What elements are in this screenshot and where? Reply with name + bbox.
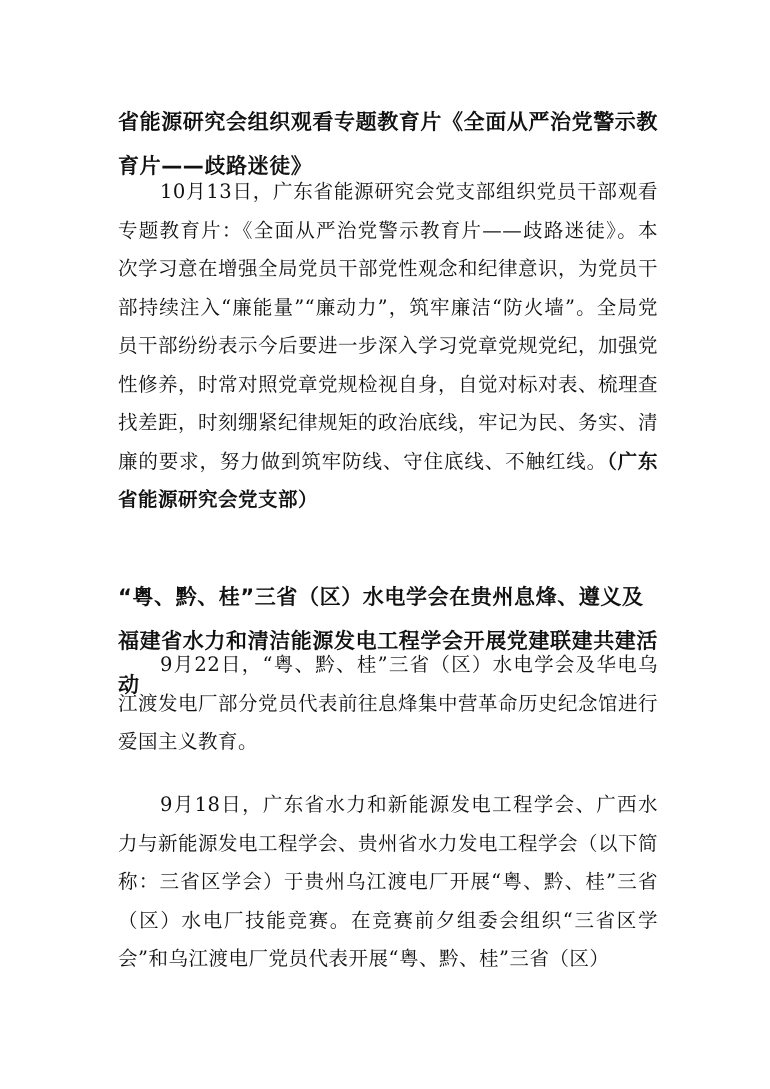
article-title: “粤、黔、桂”三省（区）水电学会在贵州息烽、遵义及福建省水力和清洁能源发电工程学会开展党建联建共建活动	[118, 585, 658, 697]
article-paragraph	[118, 173, 658, 520]
article-title: 省能源研究会组织观看专题教育片《全面从严治党警示教育片——歧路迷徒》	[118, 110, 658, 178]
article-paragraph: 9月22日，“粤、黔、桂”三省（区）水电学会及华电乌江渡发电厂部分党员代表前往息烽集中营革命历史纪念馆进行爱国主义教育。	[118, 653, 659, 753]
article-paragraph: 9月18日，广东省水力和新能源发电工程学会、广西水力与新能源发电工程学会、贵州省水力发电工程学会（以下简称：三省区学会）于贵州乌江渡电厂开展“粤、黔、桂”三省（区）水电厂技能竞赛。在竞赛前夕组委会组织“三省区学会”和乌江渡电厂党员代表开展“粤、黔、桂”三省（区）	[118, 793, 659, 970]
source-attribution: （广东省能源研究会党支部）	[118, 449, 658, 511]
paragraph-text: 10月13日，广东省能源研究会党支部组织党员干部观看专题教育片：《全面从严治党警示教育片——歧路迷徒》。本次学习意在增强全局党员干部党性观念和纪律意识，为党员干部持续注入“廉能量”“廉动力”，筑牢廉洁“防火墙”。全局党员干部纷纷表示今后要进一步深入学习党章党规党纪，加强党性修养，时常对照党章党规检视自身，自觉对标对表、梳理查找差距，时刻绷紧纪律规矩的政治底线，牢记为民、务实、清廉的要求，努力做到筑牢防线、守住底线、不触红线。	[118, 180, 659, 473]
